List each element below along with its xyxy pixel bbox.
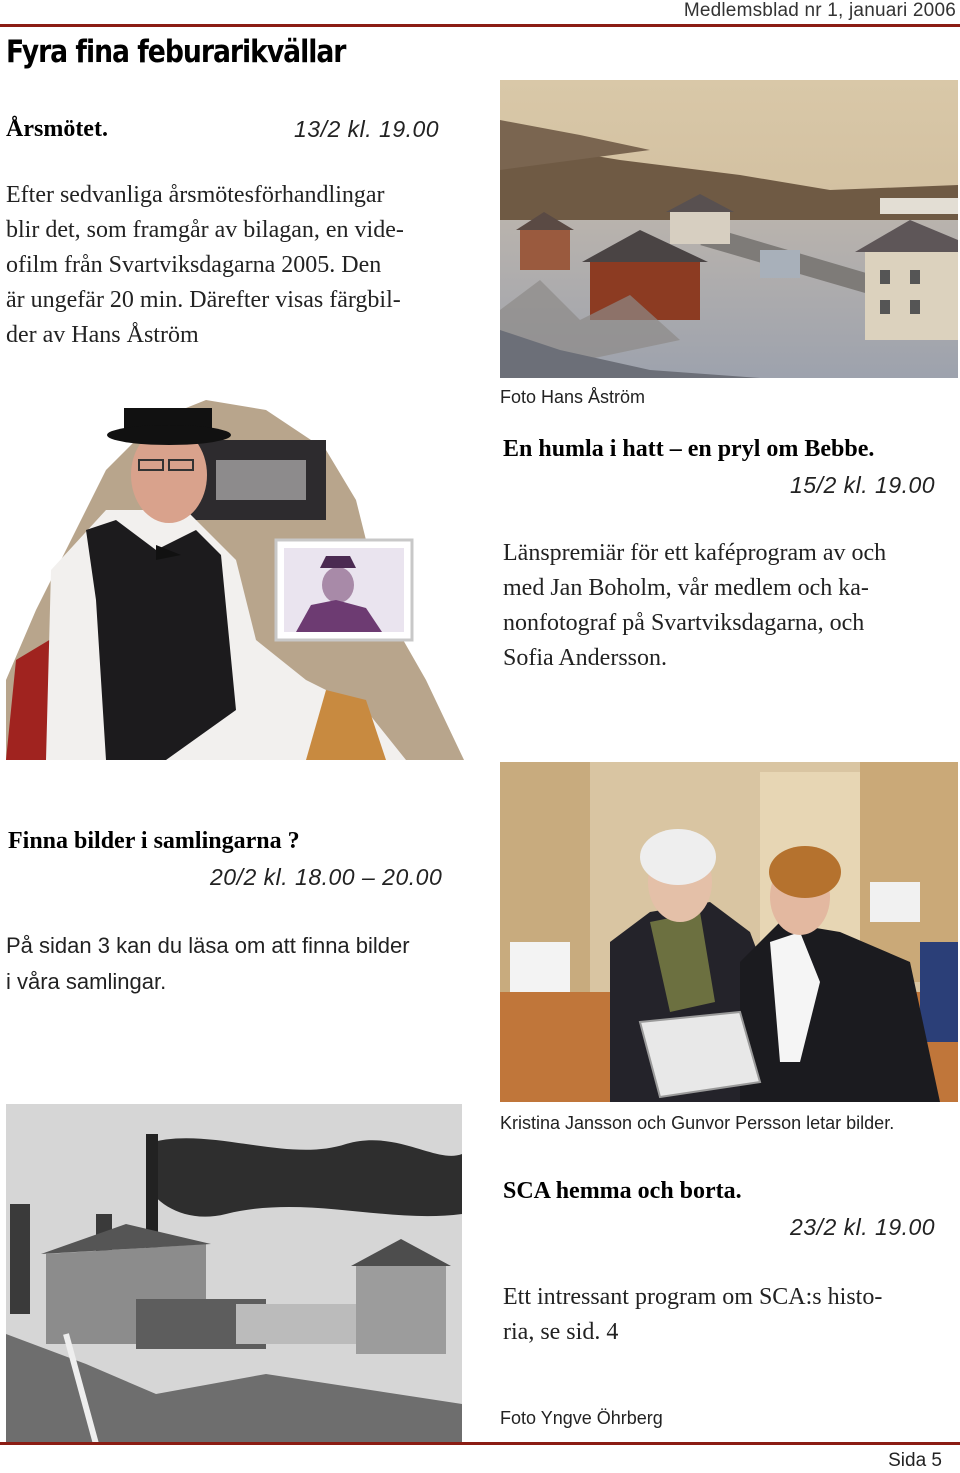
event3-time: 20/2 kl. 18.00 – 20.00 bbox=[210, 864, 443, 890]
factory-photo-caption: Foto Yngve Öhrberg bbox=[500, 1408, 663, 1428]
text-line: är ungefär 20 min. Därefter visas färgbil- bbox=[6, 287, 401, 313]
page-number: Sida 5 bbox=[888, 1450, 942, 1471]
text-line: i våra samlingar. bbox=[6, 969, 167, 994]
event4-text bbox=[503, 1280, 955, 1350]
text-line: Efter sedvanliga årsmötesförhandlingar bbox=[6, 182, 385, 208]
text-line: blir det, som framgår av bilagan, en vide- bbox=[6, 217, 404, 243]
text-line: nonfotograf på Svartviksdagarna, och bbox=[503, 610, 865, 636]
event2-text bbox=[503, 536, 955, 676]
event4-time: 23/2 kl. 19.00 bbox=[790, 1214, 936, 1240]
event1-text bbox=[6, 178, 476, 353]
event1-heading: Årsmötet. bbox=[6, 116, 108, 142]
man-in-hat-photo bbox=[6, 380, 464, 760]
event3-text bbox=[6, 928, 476, 1000]
event2-heading: En humla i hatt – en pryl om Bebbe. bbox=[503, 436, 875, 462]
footer-rule bbox=[0, 1442, 960, 1445]
event2-time: 15/2 kl. 19.00 bbox=[790, 472, 936, 498]
historic-factory-photo bbox=[6, 1104, 462, 1444]
text-line: ofilm från Svartviksdagarna 2005. Den bbox=[6, 252, 382, 278]
event1-time: 13/2 kl. 19.00 bbox=[294, 116, 440, 142]
winter-photo-caption: Foto Hans Åström bbox=[500, 387, 646, 407]
text-line: På sidan 3 kan du läsa om att finna bilder bbox=[6, 933, 410, 958]
text-line: Ett intressant program om SCA:s histo- bbox=[503, 1284, 883, 1310]
winter-town-photo bbox=[500, 80, 958, 378]
page-title: Fyra fina feburarikvällar bbox=[6, 34, 346, 70]
text-line: med Jan Boholm, vår medlem och ka- bbox=[503, 575, 869, 601]
event4-heading: SCA hemma och borta. bbox=[503, 1178, 742, 1204]
header-rule bbox=[0, 24, 960, 27]
text-line: Sofia Andersson. bbox=[503, 645, 667, 671]
newsletter-header: Medlemsblad nr 1, januari 2006 bbox=[683, 0, 956, 21]
archive-photo bbox=[500, 762, 958, 1102]
text-line: ria, se sid. 4 bbox=[503, 1319, 619, 1345]
archive-photo-caption: Kristina Jansson och Gunvor Persson letar bilder. bbox=[500, 1113, 895, 1133]
text-line: Länspremiär för ett kaféprogram av och bbox=[503, 540, 887, 566]
text-line: der av Hans Åström bbox=[6, 322, 199, 348]
event3-heading: Finna bilder i samlingarna ? bbox=[8, 828, 300, 854]
